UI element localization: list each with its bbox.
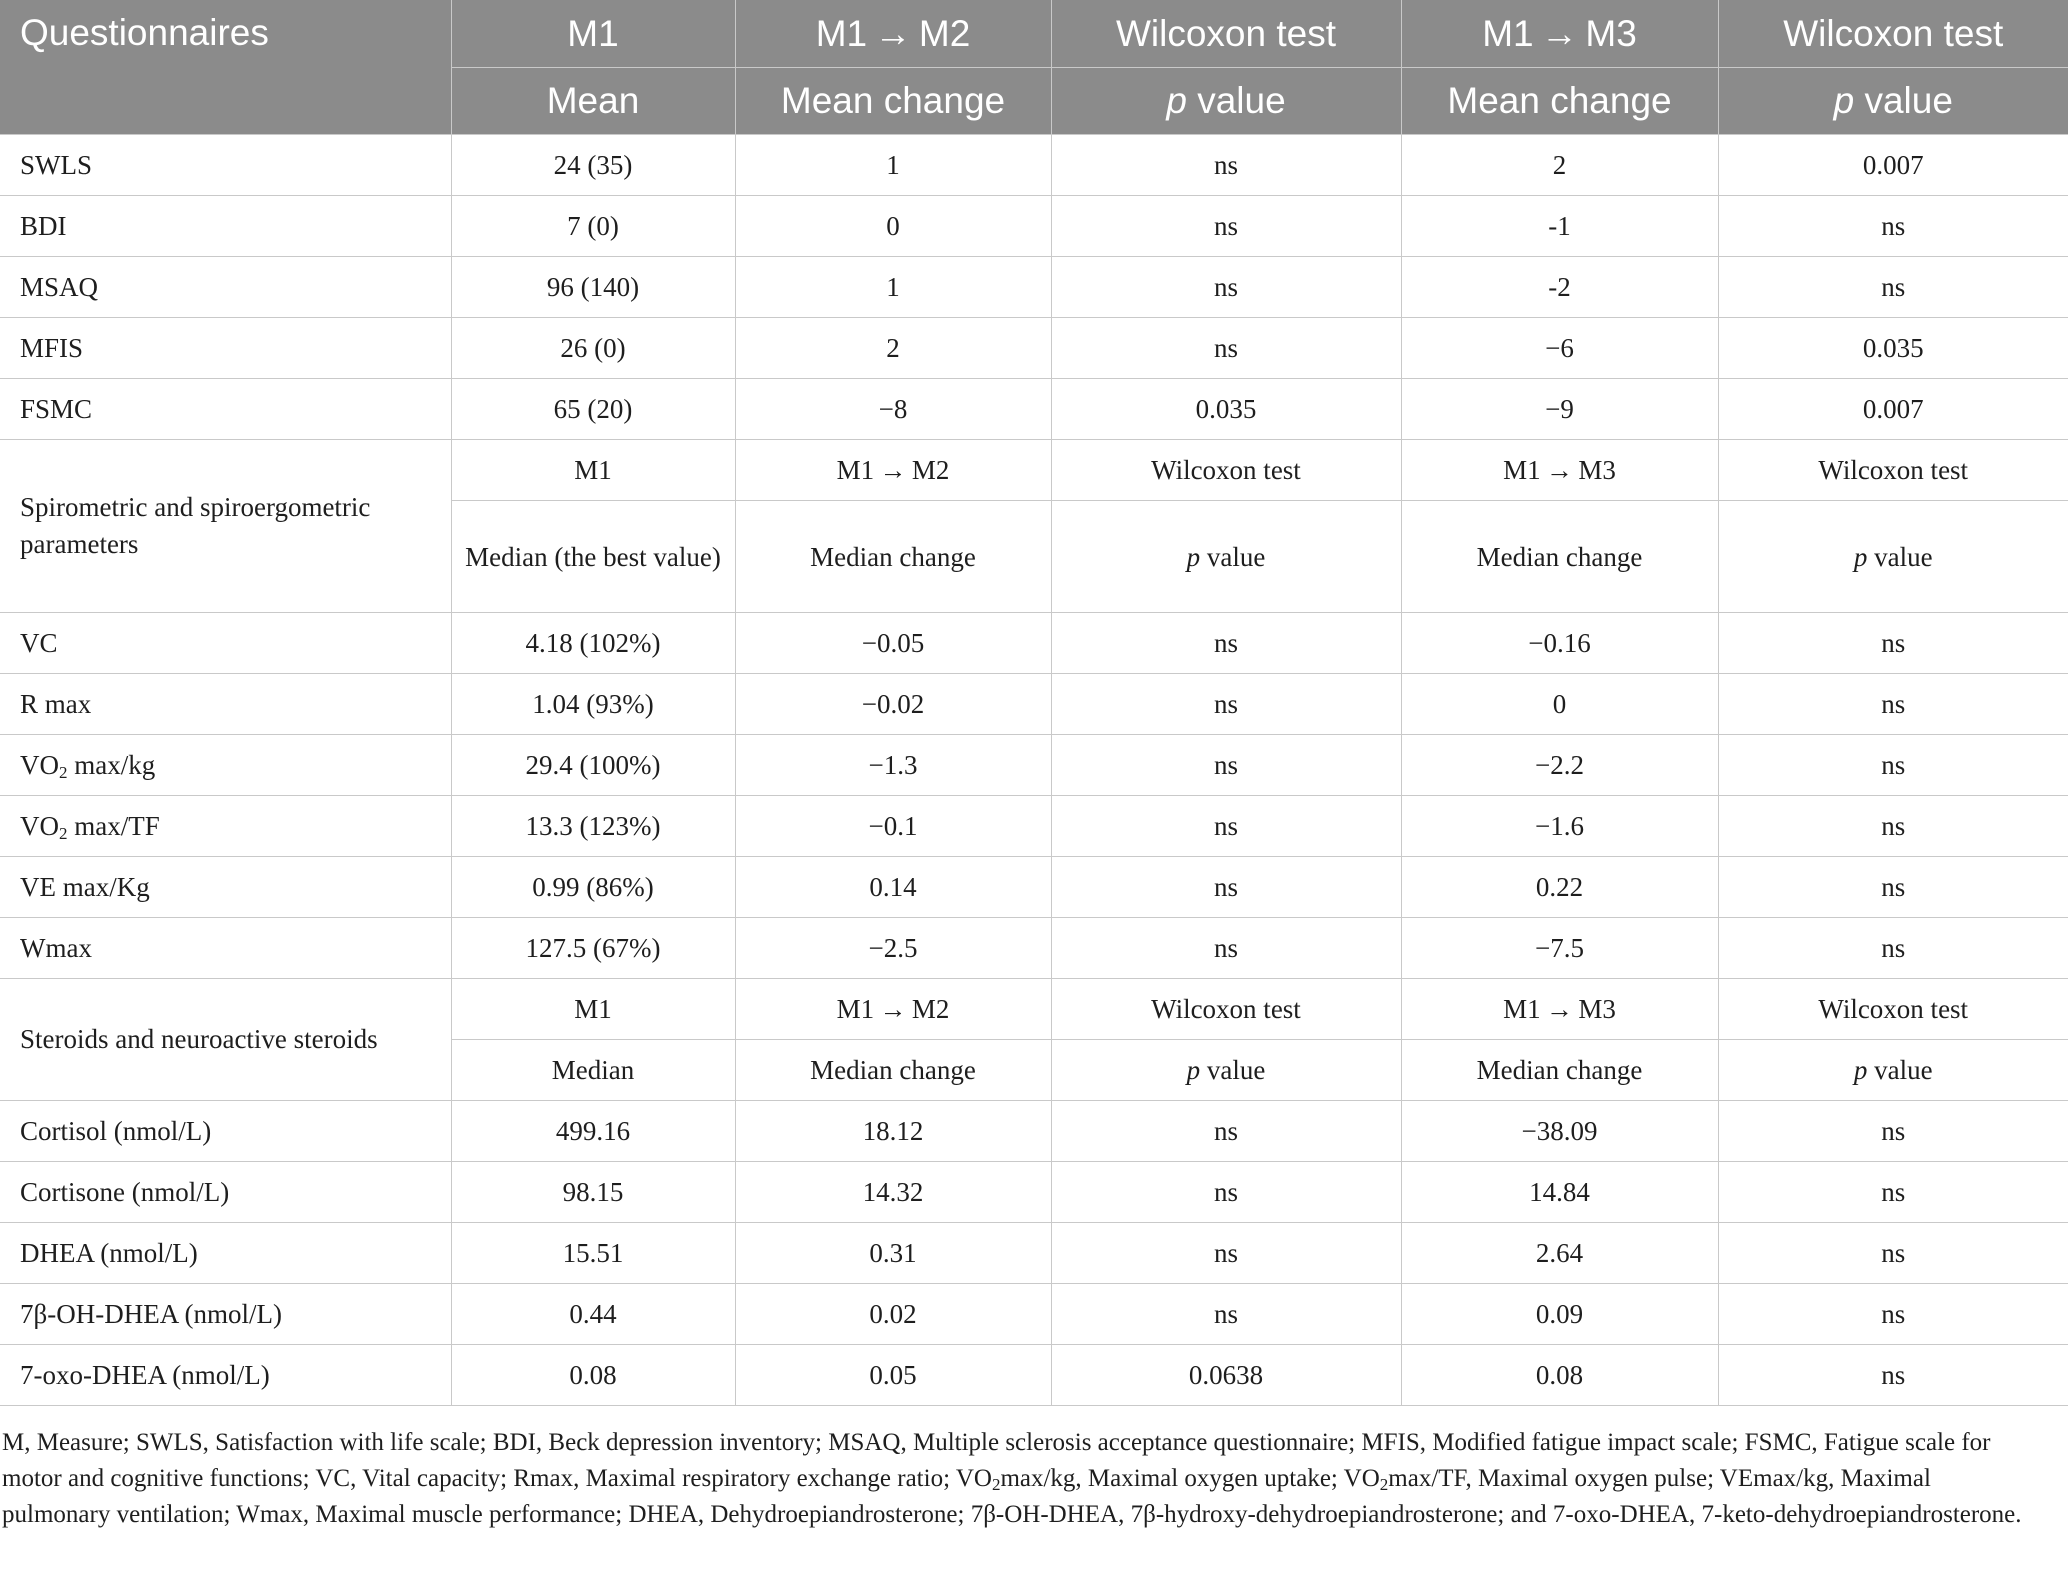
cell-p-m2: ns bbox=[1051, 613, 1401, 674]
footnote-subscript: 2 bbox=[1379, 1475, 1389, 1494]
label-subscript: 2 bbox=[59, 762, 68, 782]
cell-m1: 127.5 (67%) bbox=[451, 918, 735, 979]
section-m1-m2: M1 → M2 bbox=[735, 440, 1051, 501]
footnote-part: M, Measure; SWLS, Satisfaction with life scale; BDI, Beck depression inventory; MSAQ, Multiple sclerosis acceptance questionnaire; MFIS, Modified fatigue impact scale; FSMC, Fatigue scale for motor and cognitive functions; VC, Vital capacity; Rmax, Maximal respiratory exchange ratio; VO bbox=[2, 1429, 1991, 1492]
cell-change-m3: 0.08 bbox=[1401, 1345, 1718, 1406]
cell-change-m3: −6 bbox=[1401, 318, 1718, 379]
section-m1: M1 bbox=[451, 440, 735, 501]
cell-change-m2: −0.1 bbox=[735, 796, 1051, 857]
value-text: value bbox=[1197, 80, 1286, 121]
header-wilcoxon-2: Wilcoxon test bbox=[1718, 0, 2068, 68]
cell-change-m2: 0.14 bbox=[735, 857, 1051, 918]
cell-p-m3: 0.035 bbox=[1718, 318, 2068, 379]
cell-change-m2: −1.3 bbox=[735, 735, 1051, 796]
table-row bbox=[0, 1284, 2068, 1345]
row-label: Cortisol (nmol/L) bbox=[0, 1101, 451, 1162]
header-m1-m2: M1 → M2 bbox=[735, 0, 1051, 68]
cell-p-m2: ns bbox=[1051, 196, 1401, 257]
table-row bbox=[0, 379, 2068, 440]
section-median: Median bbox=[451, 1040, 735, 1101]
cell-p-m3: ns bbox=[1718, 796, 2068, 857]
row-label: VC bbox=[0, 613, 451, 674]
p-italic: p bbox=[1166, 80, 1187, 121]
cell-change-m2: −0.02 bbox=[735, 674, 1051, 735]
section-header-steroids-row-1 bbox=[0, 979, 2068, 1040]
cell-p-m2: ns bbox=[1051, 674, 1401, 735]
cell-change-m2: 2 bbox=[735, 318, 1051, 379]
cell-change-m2: 0.31 bbox=[735, 1223, 1051, 1284]
cell-p-m2: ns bbox=[1051, 857, 1401, 918]
cell-change-m3: -2 bbox=[1401, 257, 1718, 318]
section-p-value-2 bbox=[1718, 1040, 2068, 1101]
p-italic: p bbox=[1853, 1054, 1868, 1085]
table-row bbox=[0, 318, 2068, 379]
cell-change-m2: 0.02 bbox=[735, 1284, 1051, 1345]
section-m1-m3: M1 → M3 bbox=[1401, 440, 1718, 501]
cell-change-m3: −38.09 bbox=[1401, 1101, 1718, 1162]
cell-p-m3: ns bbox=[1718, 1284, 2068, 1345]
row-label: MFIS bbox=[0, 318, 451, 379]
row-label bbox=[0, 796, 451, 857]
header-wilcoxon-1: Wilcoxon test bbox=[1051, 0, 1401, 68]
cell-change-m3: 14.84 bbox=[1401, 1162, 1718, 1223]
cell-p-m2: ns bbox=[1051, 257, 1401, 318]
cell-m1: 0.08 bbox=[451, 1345, 735, 1406]
header-mean-change-1: Mean change bbox=[735, 68, 1051, 135]
table-row bbox=[0, 257, 2068, 318]
p-italic: p bbox=[1853, 541, 1868, 572]
cell-m1: 65 (20) bbox=[451, 379, 735, 440]
value-text: value bbox=[1206, 1054, 1266, 1085]
section-median-change-1: Median change bbox=[735, 501, 1051, 613]
cell-p-m3: ns bbox=[1718, 1162, 2068, 1223]
cell-p-m3: ns bbox=[1718, 918, 2068, 979]
section-median-best: Median (the best value) bbox=[451, 501, 735, 613]
footnote-part: max/TF, Maximal oxygen pulse; VEmax/kg, Maximal pulmonary ventilation; Wmax, Maximal muscle performance; DHEA, Dehydroepiandrosterone; 7β-OH-DHEA, 7β-hydroxy-dehydroepiandrosterone; and 7-oxo-DHEA, 7-keto-dehydroepiandrosterone. bbox=[2, 1465, 2022, 1528]
value-text: value bbox=[1874, 541, 1933, 572]
cell-p-m2: ns bbox=[1051, 796, 1401, 857]
row-label: FSMC bbox=[0, 379, 451, 440]
label-part: VO bbox=[20, 749, 59, 780]
section-label-spiro: Spirometric and spiroergometric parameters bbox=[0, 440, 451, 613]
cell-p-m2: ns bbox=[1051, 918, 1401, 979]
cell-change-m3: 0.22 bbox=[1401, 857, 1718, 918]
cell-change-m3: −1.6 bbox=[1401, 796, 1718, 857]
cell-change-m2: −8 bbox=[735, 379, 1051, 440]
table-row bbox=[0, 918, 2068, 979]
table-row bbox=[0, 613, 2068, 674]
section-wilcoxon-1: Wilcoxon test bbox=[1051, 440, 1401, 501]
section-m1-m2: M1 → M2 bbox=[735, 979, 1051, 1040]
cell-p-m2: ns bbox=[1051, 1101, 1401, 1162]
cell-p-m3: ns bbox=[1718, 1223, 2068, 1284]
section-header-spiro-row-1 bbox=[0, 440, 2068, 501]
cell-change-m2: 1 bbox=[735, 257, 1051, 318]
cell-m1: 98.15 bbox=[451, 1162, 735, 1223]
cell-m1: 0.44 bbox=[451, 1284, 735, 1345]
section-p-value-1 bbox=[1051, 501, 1401, 613]
cell-p-m2: 0.0638 bbox=[1051, 1345, 1401, 1406]
cell-m1: 1.04 (93%) bbox=[451, 674, 735, 735]
header-p-value-1 bbox=[1051, 68, 1401, 135]
cell-p-m3: ns bbox=[1718, 1345, 2068, 1406]
table-row bbox=[0, 1162, 2068, 1223]
footnote-part: max/kg, Maximal oxygen uptake; VO bbox=[1000, 1465, 1380, 1492]
label-part: max/kg bbox=[67, 749, 156, 780]
row-label: VE max/Kg bbox=[0, 857, 451, 918]
header-questionnaires: Questionnaires bbox=[0, 0, 451, 135]
section-wilcoxon-1: Wilcoxon test bbox=[1051, 979, 1401, 1040]
section-p-value-1 bbox=[1051, 1040, 1401, 1101]
cell-p-m3: 0.007 bbox=[1718, 135, 2068, 196]
table-row bbox=[0, 674, 2068, 735]
section-wilcoxon-2: Wilcoxon test bbox=[1718, 979, 2068, 1040]
label-subscript: 2 bbox=[59, 823, 68, 843]
cell-p-m2: 0.035 bbox=[1051, 379, 1401, 440]
cell-m1: 96 (140) bbox=[451, 257, 735, 318]
p-italic: p bbox=[1833, 80, 1855, 121]
header-m1: M1 bbox=[451, 0, 735, 68]
cell-m1: 26 (0) bbox=[451, 318, 735, 379]
cell-change-m2: −2.5 bbox=[735, 918, 1051, 979]
cell-m1: 13.3 (123%) bbox=[451, 796, 735, 857]
row-label: 7β-OH-DHEA (nmol/L) bbox=[0, 1284, 451, 1345]
row-label bbox=[0, 735, 451, 796]
table-row bbox=[0, 196, 2068, 257]
cell-change-m3: 0 bbox=[1401, 674, 1718, 735]
p-italic: p bbox=[1186, 541, 1201, 572]
cell-m1: 29.4 (100%) bbox=[451, 735, 735, 796]
section-p-value-2 bbox=[1718, 501, 2068, 613]
section-m1-m3: M1 → M3 bbox=[1401, 979, 1718, 1040]
cell-p-m2: ns bbox=[1051, 1284, 1401, 1345]
section-label-steroids: Steroids and neuroactive steroids bbox=[0, 979, 451, 1101]
table-row bbox=[0, 735, 2068, 796]
cell-change-m2: 14.32 bbox=[735, 1162, 1051, 1223]
row-label: Wmax bbox=[0, 918, 451, 979]
cell-change-m3: −9 bbox=[1401, 379, 1718, 440]
cell-change-m3: −2.2 bbox=[1401, 735, 1718, 796]
header-mean-change-2: Mean change bbox=[1401, 68, 1718, 135]
value-text: value bbox=[1864, 80, 1953, 121]
cell-m1: 15.51 bbox=[451, 1223, 735, 1284]
row-label: Cortisone (nmol/L) bbox=[0, 1162, 451, 1223]
cell-change-m3: -1 bbox=[1401, 196, 1718, 257]
value-text: value bbox=[1206, 541, 1266, 572]
row-label: SWLS bbox=[0, 135, 451, 196]
cell-change-m2: −0.05 bbox=[735, 613, 1051, 674]
header-p-value-2 bbox=[1718, 68, 2068, 135]
cell-p-m2: ns bbox=[1051, 1223, 1401, 1284]
section-median-change-1: Median change bbox=[735, 1040, 1051, 1101]
cell-change-m3: 2 bbox=[1401, 135, 1718, 196]
label-part: VO bbox=[20, 810, 59, 841]
cell-p-m3: ns bbox=[1718, 674, 2068, 735]
cell-m1: 4.18 (102%) bbox=[451, 613, 735, 674]
label-part: max/TF bbox=[67, 810, 160, 841]
table-row bbox=[0, 135, 2068, 196]
cell-p-m3: ns bbox=[1718, 257, 2068, 318]
cell-m1: 0.99 (86%) bbox=[451, 857, 735, 918]
cell-change-m3: 2.64 bbox=[1401, 1223, 1718, 1284]
cell-change-m3: 0.09 bbox=[1401, 1284, 1718, 1345]
cell-m1: 24 (35) bbox=[451, 135, 735, 196]
cell-change-m2: 0 bbox=[735, 196, 1051, 257]
header-m1-m3: M1 → M3 bbox=[1401, 0, 1718, 68]
table-row bbox=[0, 1345, 2068, 1406]
p-italic: p bbox=[1186, 1054, 1201, 1085]
cell-p-m3: ns bbox=[1718, 613, 2068, 674]
cell-p-m3: ns bbox=[1718, 1101, 2068, 1162]
cell-p-m3: ns bbox=[1718, 735, 2068, 796]
section-median-change-2: Median change bbox=[1401, 1040, 1718, 1101]
header-mean: Mean bbox=[451, 68, 735, 135]
cell-change-m2: 18.12 bbox=[735, 1101, 1051, 1162]
row-label: 7-oxo-DHEA (nmol/L) bbox=[0, 1345, 451, 1406]
header-row-1 bbox=[0, 0, 2068, 68]
table-row bbox=[0, 1101, 2068, 1162]
cell-p-m2: ns bbox=[1051, 1162, 1401, 1223]
cell-p-m2: ns bbox=[1051, 735, 1401, 796]
cell-change-m2: 0.05 bbox=[735, 1345, 1051, 1406]
table-footnote bbox=[0, 1425, 2042, 1533]
section-median-change-2: Median change bbox=[1401, 501, 1718, 613]
table-row bbox=[0, 857, 2068, 918]
row-label: R max bbox=[0, 674, 451, 735]
row-label: DHEA (nmol/L) bbox=[0, 1223, 451, 1284]
table-row bbox=[0, 1223, 2068, 1284]
cell-change-m2: 1 bbox=[735, 135, 1051, 196]
row-label: BDI bbox=[0, 196, 451, 257]
section-m1: M1 bbox=[451, 979, 735, 1040]
table-row bbox=[0, 796, 2068, 857]
cell-p-m3: 0.007 bbox=[1718, 379, 2068, 440]
row-label: MSAQ bbox=[0, 257, 451, 318]
cell-change-m3: −0.16 bbox=[1401, 613, 1718, 674]
cell-p-m3: ns bbox=[1718, 857, 2068, 918]
cell-m1: 7 (0) bbox=[451, 196, 735, 257]
cell-change-m3: −7.5 bbox=[1401, 918, 1718, 979]
cell-m1: 499.16 bbox=[451, 1101, 735, 1162]
cell-p-m3: ns bbox=[1718, 196, 2068, 257]
value-text: value bbox=[1874, 1054, 1933, 1085]
cell-p-m2: ns bbox=[1051, 318, 1401, 379]
section-wilcoxon-2: Wilcoxon test bbox=[1718, 440, 2068, 501]
footnote-subscript: 2 bbox=[991, 1475, 1001, 1494]
cell-p-m2: ns bbox=[1051, 135, 1401, 196]
